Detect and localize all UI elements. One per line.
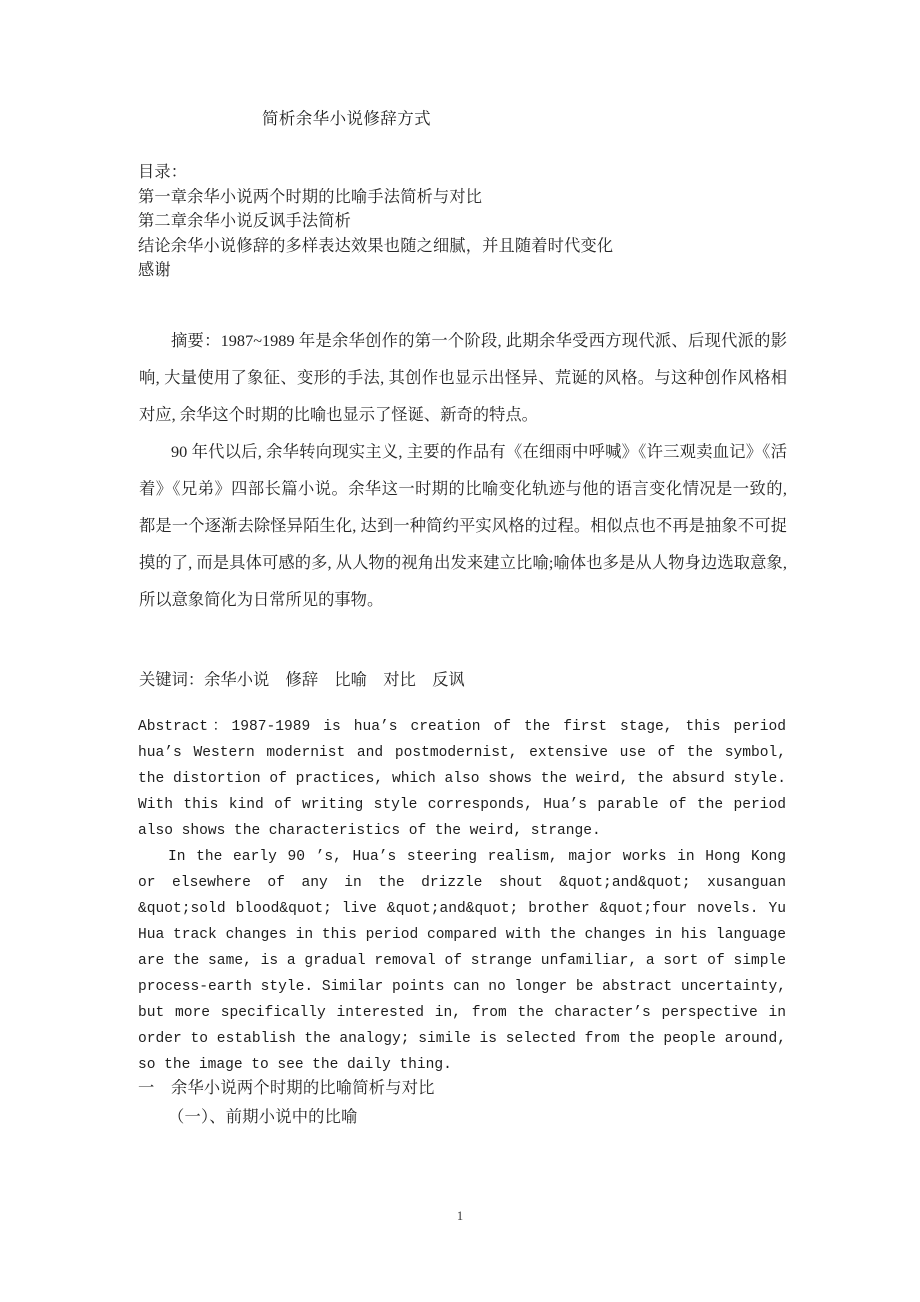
chinese-keywords: 关键词：余华小说 修辞 比喻 对比 反讽 <box>139 670 465 689</box>
toc-item-chapter-2[interactable]: 第二章余华小说反讽手法简析 <box>138 212 352 231</box>
english-abstract-paragraph-1: Abstract：1987-1989 is hua’s creation of the first stage, this period hua’s Western modernist and postmodernist, extensive use of the symbol, the distortion of practices, which also shows the weird, the absurd style. With this kind of writing style corresponds, Hua’s parable of the period also shows the characteristics of the weird, strange. <box>138 719 786 839</box>
table-of-contents <box>138 160 778 283</box>
toc-heading: 目录： <box>138 163 188 181</box>
section-heading-1: 一 余华小说两个时期的比喻简析与对比 <box>138 1078 435 1097</box>
toc-item-chapter-1[interactable]: 第一章余华小说两个时期的比喻手法简析与对比 <box>138 187 483 206</box>
toc-item-conclusion[interactable]: 结论余华小说修辞的多样表达效果也随之细腻，并且随着时代变化 <box>138 236 614 255</box>
chinese-abstract <box>139 322 787 618</box>
toc-item-acknowledgement[interactable]: 感谢 <box>138 261 171 280</box>
page-title: 简析余华小说修辞方式 <box>262 109 431 128</box>
chinese-abstract-paragraph-1: 摘要：1987~1989 年是余华创作的第一个阶段, 此期余华受西方现代派、后现代派的影响, 大量使用了象征、变形的手法, 其创作也显示出怪异、荒诞的风格。与这种创作风格相对应, 余华这个时期的比喻也显示了怪诞、新奇的特点。 <box>139 331 787 424</box>
english-abstract-paragraph-2: In the early 90 ’s, Hua’s steering realism, major works in Hong Kong or elsewhere of any in the drizzle shout &quot;and&quot; xusanguan &quot;sold blood&quot; live &quot;and&quot; brother &quot;four novels. Yu Hua track changes in this period compared with the changes in his language are the same, is a gradual removal of strange unfamiliar, a sort of simple process-earth style. Similar points can no longer be abstract uncertainty, but more specifically interested in, from the character’s perspective in order to establish the analogy; simile is selected from the people around, so the image to see the daily thing. <box>138 849 786 1073</box>
chinese-abstract-paragraph-2: 90 年代以后, 余华转向现实主义, 主要的作品有《在细雨中呼喊》《许三观卖血记》《活着》《兄弟》四部长篇小说。余华这一时期的比喻变化轨迹与他的语言变化情况是一致的, 都是一个逐渐去除怪异陌生化, 达到一种简约平实风格的过程。相似点也不再是抽象不可捉摸的了, 而是具体可感的多, 从人物的视角出发来建立比喻;喻体也多是从人物身边选取意象, 所以意象简化为日常所见的事物。 <box>139 442 787 609</box>
section-subheading-1-1: （一）、前期小说中的比喻 <box>168 1107 358 1126</box>
footer-page-number: 1 <box>456 1209 464 1223</box>
english-abstract <box>138 714 786 1078</box>
